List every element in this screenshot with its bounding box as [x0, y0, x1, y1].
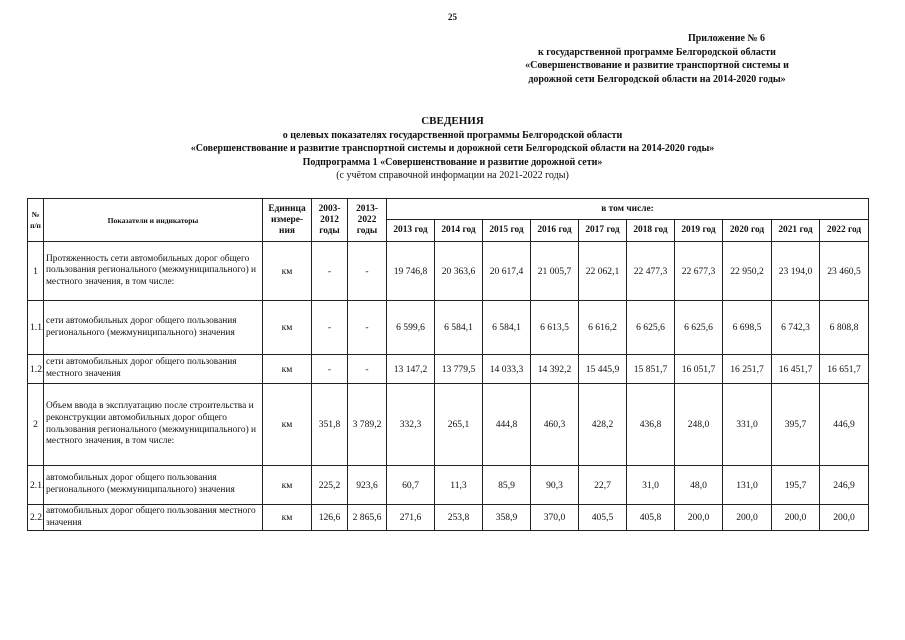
row-year-value: 60,7 — [387, 466, 435, 505]
row-year-value: 405,5 — [579, 505, 627, 531]
row-period-2013-2022: 3 789,2 — [348, 384, 387, 466]
table-row — [28, 466, 869, 505]
row-year-value: 6 584,1 — [483, 301, 531, 355]
row-unit: км — [263, 505, 312, 531]
table-row — [28, 355, 869, 384]
row-indicator-name: автомобильных дорог общего пользования местного значения — [44, 505, 263, 531]
row-year-value: 85,9 — [483, 466, 531, 505]
heading-line-4: (с учётом справочной информации на 2021-2022 годы) — [336, 170, 569, 182]
header-year: 2020 год — [723, 220, 772, 242]
row-unit: км — [263, 242, 312, 301]
row-year-value: 428,2 — [579, 384, 627, 466]
indicators-table — [27, 198, 869, 531]
row-year-value: 16 451,7 — [772, 355, 820, 384]
row-year-value: 14 392,2 — [531, 355, 579, 384]
row-indicator-name: Протяженность сети автомобильных дорог общего пользования регионального (межмуниципального) и местного значения, в том числе: — [44, 242, 263, 301]
row-year-value: 6 584,1 — [435, 301, 483, 355]
row-year-value: 370,0 — [531, 505, 579, 531]
header-indicator: Показатели и индикаторы — [44, 199, 263, 242]
row-year-value: 6 613,5 — [531, 301, 579, 355]
appendix-line-2: к государственной программе Белгородской области — [538, 46, 776, 58]
row-year-value: 444,8 — [483, 384, 531, 466]
row-year-value: 131,0 — [723, 466, 772, 505]
header-num: № п/п — [28, 199, 44, 242]
header-year: 2015 год — [483, 220, 531, 242]
row-unit: км — [263, 301, 312, 355]
row-period-2013-2022: 2 865,6 — [348, 505, 387, 531]
row-year-value: 200,0 — [675, 505, 723, 531]
appendix-line-4: дорожной сети Белгородской области на 2014-2020 годы» — [528, 73, 786, 85]
appendix-line-3: «Совершенствование и развитие транспортной системы и — [525, 60, 789, 71]
row-index: 2.1. — [28, 466, 44, 505]
row-year-value: 15 851,7 — [627, 355, 675, 384]
row-year-value: 13 147,2 — [387, 355, 435, 384]
header-year: 2013 год — [387, 220, 435, 242]
row-year-value: 265,1 — [435, 384, 483, 466]
header-year: 2018 год — [627, 220, 675, 242]
row-period-2003-2012: 126,6 — [312, 505, 348, 531]
row-period-2003-2012: - — [312, 355, 348, 384]
header-year: 2016 год — [531, 220, 579, 242]
header-year: 2019 год — [675, 220, 723, 242]
header-year: 2021 год — [772, 220, 820, 242]
row-year-value: 248,0 — [675, 384, 723, 466]
row-year-value: 48,0 — [675, 466, 723, 505]
row-year-value: 195,7 — [772, 466, 820, 505]
heading-line-2: «Совершенствование и развитие транспортной системы и дорожной сети Белгородской области на 2014-2020 годы» — [190, 143, 715, 155]
row-year-value: 15 445,9 — [579, 355, 627, 384]
header-unit: Единица измере-ния — [263, 199, 312, 242]
header-year: 2017 год — [579, 220, 627, 242]
row-year-value: 11,3 — [435, 466, 483, 505]
row-year-value: 22 477,3 — [627, 242, 675, 301]
row-indicator-name: Объем ввода в эксплуатацию после строительства и реконструкции автомобильных дорог общего пользования регионального (межмуниципального) и местного значения, в том числе: — [44, 384, 263, 466]
row-year-value: 446,9 — [820, 384, 869, 466]
row-year-value: 436,8 — [627, 384, 675, 466]
heading-line-1: о целевых показателях государственной программы Белгородской области — [282, 129, 623, 141]
row-year-value: 16 651,7 — [820, 355, 869, 384]
row-year-value: 200,0 — [772, 505, 820, 531]
row-index: 1 — [28, 242, 44, 301]
row-year-value: 22 677,3 — [675, 242, 723, 301]
row-indicator-name: сети автомобильных дорог общего пользования местного значения — [44, 355, 263, 384]
table-row — [28, 384, 869, 466]
row-year-value: 90,3 — [531, 466, 579, 505]
row-year-value: 246,9 — [820, 466, 869, 505]
table-row — [28, 301, 869, 355]
row-year-value: 20 363,6 — [435, 242, 483, 301]
row-indicator-name: сети автомобильных дорог общего пользования регионального (межмуниципального) значения — [44, 301, 263, 355]
header-period-2003-2012: 2003-2012 годы — [312, 199, 348, 242]
row-year-value: 20 617,4 — [483, 242, 531, 301]
page-number: 25 — [448, 12, 457, 22]
row-year-value: 460,3 — [531, 384, 579, 466]
row-year-value: 22 062,1 — [579, 242, 627, 301]
row-unit: км — [263, 384, 312, 466]
appendix-block — [477, 32, 837, 86]
row-year-value: 19 746,8 — [387, 242, 435, 301]
row-indicator-name: автомобильных дорог общего пользования регионального (межмуниципального) значения — [44, 466, 263, 505]
row-period-2013-2022: - — [348, 242, 387, 301]
heading-line-3: Подпрограмма 1 «Совершенствование и развитие дорожной сети» — [302, 156, 603, 168]
appendix-line-1: Приложение № 6 — [687, 33, 765, 44]
row-year-value: 331,0 — [723, 384, 772, 466]
row-year-value: 21 005,7 — [531, 242, 579, 301]
row-year-value: 271,6 — [387, 505, 435, 531]
row-year-value: 200,0 — [723, 505, 772, 531]
row-year-value: 14 033,3 — [483, 355, 531, 384]
table-row — [28, 242, 869, 301]
row-year-value: 22 950,2 — [723, 242, 772, 301]
row-index: 1.2. — [28, 355, 44, 384]
row-unit: км — [263, 466, 312, 505]
table-row — [28, 505, 869, 531]
row-year-value: 23 194,0 — [772, 242, 820, 301]
document-heading — [0, 115, 905, 183]
header-year: 2022 год — [820, 220, 869, 242]
row-period-2003-2012: 225,2 — [312, 466, 348, 505]
row-period-2013-2022: - — [348, 355, 387, 384]
header-including: в том числе: — [387, 199, 869, 220]
document-title: СВЕДЕНИЯ — [421, 115, 484, 127]
header-year: 2014 год — [435, 220, 483, 242]
row-year-value: 23 460,5 — [820, 242, 869, 301]
row-year-value: 200,0 — [820, 505, 869, 531]
row-year-value: 6 599,6 — [387, 301, 435, 355]
row-year-value: 6 625,6 — [627, 301, 675, 355]
row-period-2003-2012: 351,8 — [312, 384, 348, 466]
row-year-value: 22,7 — [579, 466, 627, 505]
row-year-value: 31,0 — [627, 466, 675, 505]
row-period-2003-2012: - — [312, 242, 348, 301]
row-year-value: 6 742,3 — [772, 301, 820, 355]
row-index: 1.1. — [28, 301, 44, 355]
row-year-value: 6 625,6 — [675, 301, 723, 355]
row-year-value: 405,8 — [627, 505, 675, 531]
row-year-value: 253,8 — [435, 505, 483, 531]
row-year-value: 13 779,5 — [435, 355, 483, 384]
row-year-value: 395,7 — [772, 384, 820, 466]
row-year-value: 16 051,7 — [675, 355, 723, 384]
row-index: 2.2. — [28, 505, 44, 531]
row-year-value: 6 808,8 — [820, 301, 869, 355]
row-index: 2 — [28, 384, 44, 466]
row-period-2013-2022: 923,6 — [348, 466, 387, 505]
row-year-value: 358,9 — [483, 505, 531, 531]
row-year-value: 16 251,7 — [723, 355, 772, 384]
row-period-2013-2022: - — [348, 301, 387, 355]
row-year-value: 6 616,2 — [579, 301, 627, 355]
row-unit: км — [263, 355, 312, 384]
row-year-value: 6 698,5 — [723, 301, 772, 355]
header-period-2013-2022: 2013-2022 годы — [348, 199, 387, 242]
row-period-2003-2012: - — [312, 301, 348, 355]
row-year-value: 332,3 — [387, 384, 435, 466]
